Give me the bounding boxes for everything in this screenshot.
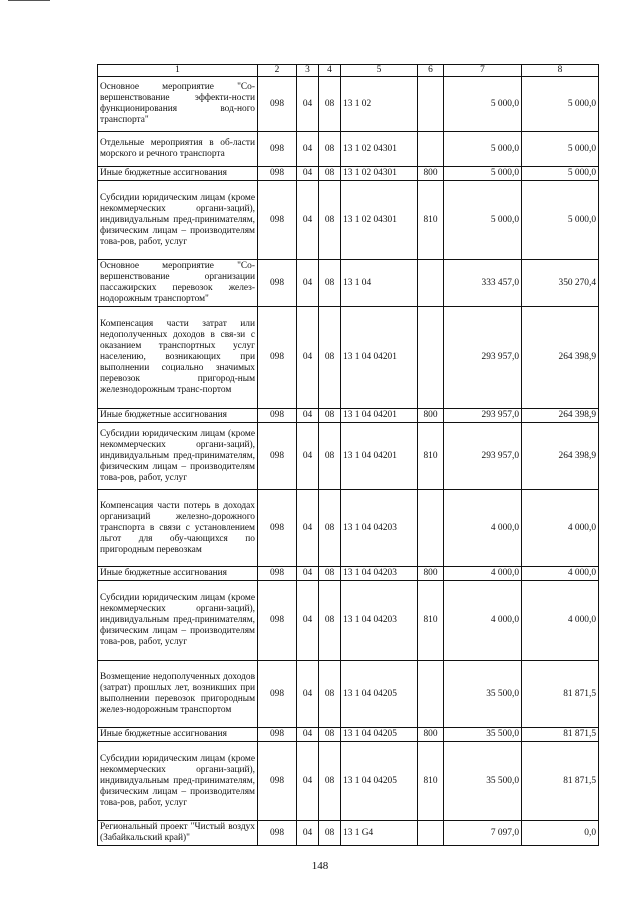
table-row — [98, 661, 599, 728]
header-cell-name: 1 — [98, 65, 258, 77]
cell-subsection: 08 — [319, 567, 341, 581]
cell-sum-year-1: 7 097,0 — [444, 821, 522, 846]
cell-expense-type: 800 — [418, 409, 444, 423]
cell-section: 04 — [297, 307, 319, 409]
cell-sum-year-2: 264 398,9 — [522, 423, 599, 490]
cell-subsection: 08 — [319, 132, 341, 167]
table-row — [98, 181, 599, 260]
header-cell-expense-type: 6 — [418, 65, 444, 77]
cell-sum-year-2: 0,0 — [522, 821, 599, 846]
header-cell-sum-year-2: 8 — [522, 65, 599, 77]
cell-target-article: 13 1 04 04203 — [341, 567, 418, 581]
table-row — [98, 742, 599, 821]
cell-sum-year-1: 5 000,0 — [444, 167, 522, 181]
cell-name: Субсидии юридическим лицам (кроме некоммерческих органи-заций), индивидуальным пред-принимателям, физическим лицам – производителям това-ров, работ, услуг — [98, 742, 258, 821]
cell-name: Компенсация части потерь в доходах организаций железно-дорожного транспорта в связи с установлением льгот для обу-чающихся по пригородным перевозкам — [98, 490, 258, 567]
cell-name: Компенсация части затрат или недополученных доходов в свя-зи с оказанием транспортных услуг населению, возникающих при выполнении социально значимых перевозок пригород-ным железнодорожным транс-портом — [98, 307, 258, 409]
cell-section: 04 — [297, 167, 319, 181]
cell-name: Основное мероприятие "Со-вершенствование организации пассажирских перевозок желез-нодорожным транспортом" — [98, 260, 258, 307]
cell-sum-year-2: 5 000,0 — [522, 77, 599, 132]
cell-expense-type: 810 — [418, 181, 444, 260]
cell-section: 04 — [297, 728, 319, 742]
cell-target-article: 13 1 04 04205 — [341, 742, 418, 821]
header-row — [98, 65, 599, 77]
cell-name: Основное мероприятие "Со-вершенствование эффекти-ности функционирования вод-ного транспорта" — [98, 77, 258, 132]
cell-admin-code: 098 — [258, 728, 297, 742]
cell-admin-code: 098 — [258, 490, 297, 567]
cell-expense-type — [418, 307, 444, 409]
scan-corner-mark — [8, 0, 50, 1]
cell-sum-year-2: 4 000,0 — [522, 581, 599, 661]
header-cell-subsection: 4 — [319, 65, 341, 77]
budget-table — [97, 64, 599, 846]
cell-sum-year-1: 35 500,0 — [444, 661, 522, 728]
cell-sum-year-2: 5 000,0 — [522, 181, 599, 260]
cell-admin-code: 098 — [258, 742, 297, 821]
cell-sum-year-1: 5 000,0 — [444, 132, 522, 167]
cell-admin-code: 098 — [258, 167, 297, 181]
cell-expense-type: 800 — [418, 728, 444, 742]
cell-target-article: 13 1 04 04201 — [341, 409, 418, 423]
cell-name: Субсидии юридическим лицам (кроме некоммерческих органи-заций), индивидуальным пред-принимателям, физическим лицам – производителям това-ров, работ, услуг — [98, 181, 258, 260]
cell-sum-year-1: 5 000,0 — [444, 181, 522, 260]
cell-subsection: 08 — [319, 423, 341, 490]
table-header — [98, 65, 599, 77]
cell-expense-type — [418, 661, 444, 728]
cell-name: Отдельные мероприятия в об-ласти морского и речного транспорта — [98, 132, 258, 167]
cell-target-article: 13 1 04 04201 — [341, 423, 418, 490]
cell-subsection: 08 — [319, 167, 341, 181]
header-cell-admin: 2 — [258, 65, 297, 77]
table-row — [98, 167, 599, 181]
cell-sum-year-2: 81 871,5 — [522, 742, 599, 821]
table-row — [98, 581, 599, 661]
cell-sum-year-2: 5 000,0 — [522, 132, 599, 167]
table-row — [98, 409, 599, 423]
cell-admin-code: 098 — [258, 581, 297, 661]
header-cell-section: 3 — [297, 65, 319, 77]
cell-sum-year-2: 350 270,4 — [522, 260, 599, 307]
cell-section: 04 — [297, 181, 319, 260]
table-row — [98, 77, 599, 132]
cell-name: Иные бюджетные ассигнования — [98, 567, 258, 581]
cell-sum-year-1: 35 500,0 — [444, 742, 522, 821]
cell-admin-code: 098 — [258, 821, 297, 846]
cell-sum-year-1: 4 000,0 — [444, 581, 522, 661]
table-row — [98, 490, 599, 567]
header-cell-target-article: 5 — [341, 65, 418, 77]
cell-subsection: 08 — [319, 581, 341, 661]
cell-expense-type — [418, 132, 444, 167]
cell-name: Субсидии юридическим лицам (кроме некоммерческих органи-заций), индивидуальным пред-принимателям, физическим лицам – производителям това-ров, работ, услуг — [98, 581, 258, 661]
cell-section: 04 — [297, 567, 319, 581]
cell-admin-code: 098 — [258, 132, 297, 167]
cell-sum-year-1: 4 000,0 — [444, 490, 522, 567]
cell-section: 04 — [297, 77, 319, 132]
cell-sum-year-2: 4 000,0 — [522, 490, 599, 567]
cell-sum-year-1: 4 000,0 — [444, 567, 522, 581]
table-row — [98, 567, 599, 581]
cell-section: 04 — [297, 423, 319, 490]
cell-sum-year-2: 81 871,5 — [522, 661, 599, 728]
cell-subsection: 08 — [319, 181, 341, 260]
cell-target-article: 13 1 02 04301 — [341, 132, 418, 167]
cell-target-article: 13 1 02 04301 — [341, 181, 418, 260]
cell-target-article: 13 1 04 04203 — [341, 490, 418, 567]
cell-admin-code: 098 — [258, 567, 297, 581]
cell-section: 04 — [297, 821, 319, 846]
cell-expense-type — [418, 77, 444, 132]
table-row — [98, 423, 599, 490]
table-row — [98, 260, 599, 307]
cell-target-article: 13 1 02 04301 — [341, 167, 418, 181]
cell-admin-code: 098 — [258, 409, 297, 423]
cell-target-article: 13 1 04 04205 — [341, 728, 418, 742]
cell-sum-year-2: 264 398,9 — [522, 307, 599, 409]
cell-target-article: 13 1 G4 — [341, 821, 418, 846]
cell-sum-year-1: 35 500,0 — [444, 728, 522, 742]
cell-admin-code: 098 — [258, 423, 297, 490]
cell-section: 04 — [297, 742, 319, 821]
cell-name: Иные бюджетные ассигнования — [98, 167, 258, 181]
cell-section: 04 — [297, 260, 319, 307]
cell-expense-type — [418, 821, 444, 846]
cell-sum-year-2: 81 871,5 — [522, 728, 599, 742]
cell-expense-type: 810 — [418, 581, 444, 661]
cell-expense-type: 800 — [418, 167, 444, 181]
cell-subsection: 08 — [319, 260, 341, 307]
cell-section: 04 — [297, 661, 319, 728]
cell-subsection: 08 — [319, 77, 341, 132]
cell-subsection: 08 — [319, 490, 341, 567]
cell-section: 04 — [297, 581, 319, 661]
cell-section: 04 — [297, 490, 319, 567]
cell-section: 04 — [297, 409, 319, 423]
table-row — [98, 307, 599, 409]
cell-expense-type — [418, 490, 444, 567]
cell-subsection: 08 — [319, 307, 341, 409]
cell-sum-year-1: 333 457,0 — [444, 260, 522, 307]
table-body — [98, 77, 599, 846]
cell-sum-year-1: 293 957,0 — [444, 307, 522, 409]
cell-name: Субсидии юридическим лицам (кроме некоммерческих органи-заций), индивидуальным пред-принимателям, физическим лицам – производителям това-ров, работ, услуг — [98, 423, 258, 490]
table-row — [98, 728, 599, 742]
cell-sum-year-1: 293 957,0 — [444, 409, 522, 423]
cell-sum-year-1: 293 957,0 — [444, 423, 522, 490]
cell-admin-code: 098 — [258, 307, 297, 409]
cell-target-article: 13 1 04 04203 — [341, 581, 418, 661]
cell-expense-type: 810 — [418, 423, 444, 490]
cell-name: Возмещение недополученных доходов (затрат) прошлых лет, возникших при выполнении перевозок пригородным желез-нодорожным транспортом — [98, 661, 258, 728]
cell-sum-year-2: 5 000,0 — [522, 167, 599, 181]
cell-target-article: 13 1 04 04201 — [341, 307, 418, 409]
cell-expense-type: 810 — [418, 742, 444, 821]
cell-expense-type — [418, 260, 444, 307]
cell-sum-year-2: 4 000,0 — [522, 567, 599, 581]
cell-admin-code: 098 — [258, 260, 297, 307]
cell-sum-year-1: 5 000,0 — [444, 77, 522, 132]
cell-name: Иные бюджетные ассигнования — [98, 409, 258, 423]
cell-name: Региональный проект "Чистый воздух (Забайкальский край)" — [98, 821, 258, 846]
cell-subsection: 08 — [319, 821, 341, 846]
cell-section: 04 — [297, 132, 319, 167]
cell-sum-year-2: 264 398,9 — [522, 409, 599, 423]
cell-admin-code: 098 — [258, 181, 297, 260]
cell-target-article: 13 1 02 — [341, 77, 418, 132]
cell-subsection: 08 — [319, 661, 341, 728]
page-number: 148 — [311, 860, 329, 872]
cell-subsection: 08 — [319, 728, 341, 742]
cell-subsection: 08 — [319, 409, 341, 423]
cell-admin-code: 098 — [258, 661, 297, 728]
table-row — [98, 821, 599, 846]
table-row — [98, 132, 599, 167]
cell-target-article: 13 1 04 04205 — [341, 661, 418, 728]
cell-admin-code: 098 — [258, 77, 297, 132]
cell-expense-type: 800 — [418, 567, 444, 581]
cell-subsection: 08 — [319, 742, 341, 821]
cell-name: Иные бюджетные ассигнования — [98, 728, 258, 742]
cell-target-article: 13 1 04 — [341, 260, 418, 307]
header-cell-sum-year-1: 7 — [444, 65, 522, 77]
